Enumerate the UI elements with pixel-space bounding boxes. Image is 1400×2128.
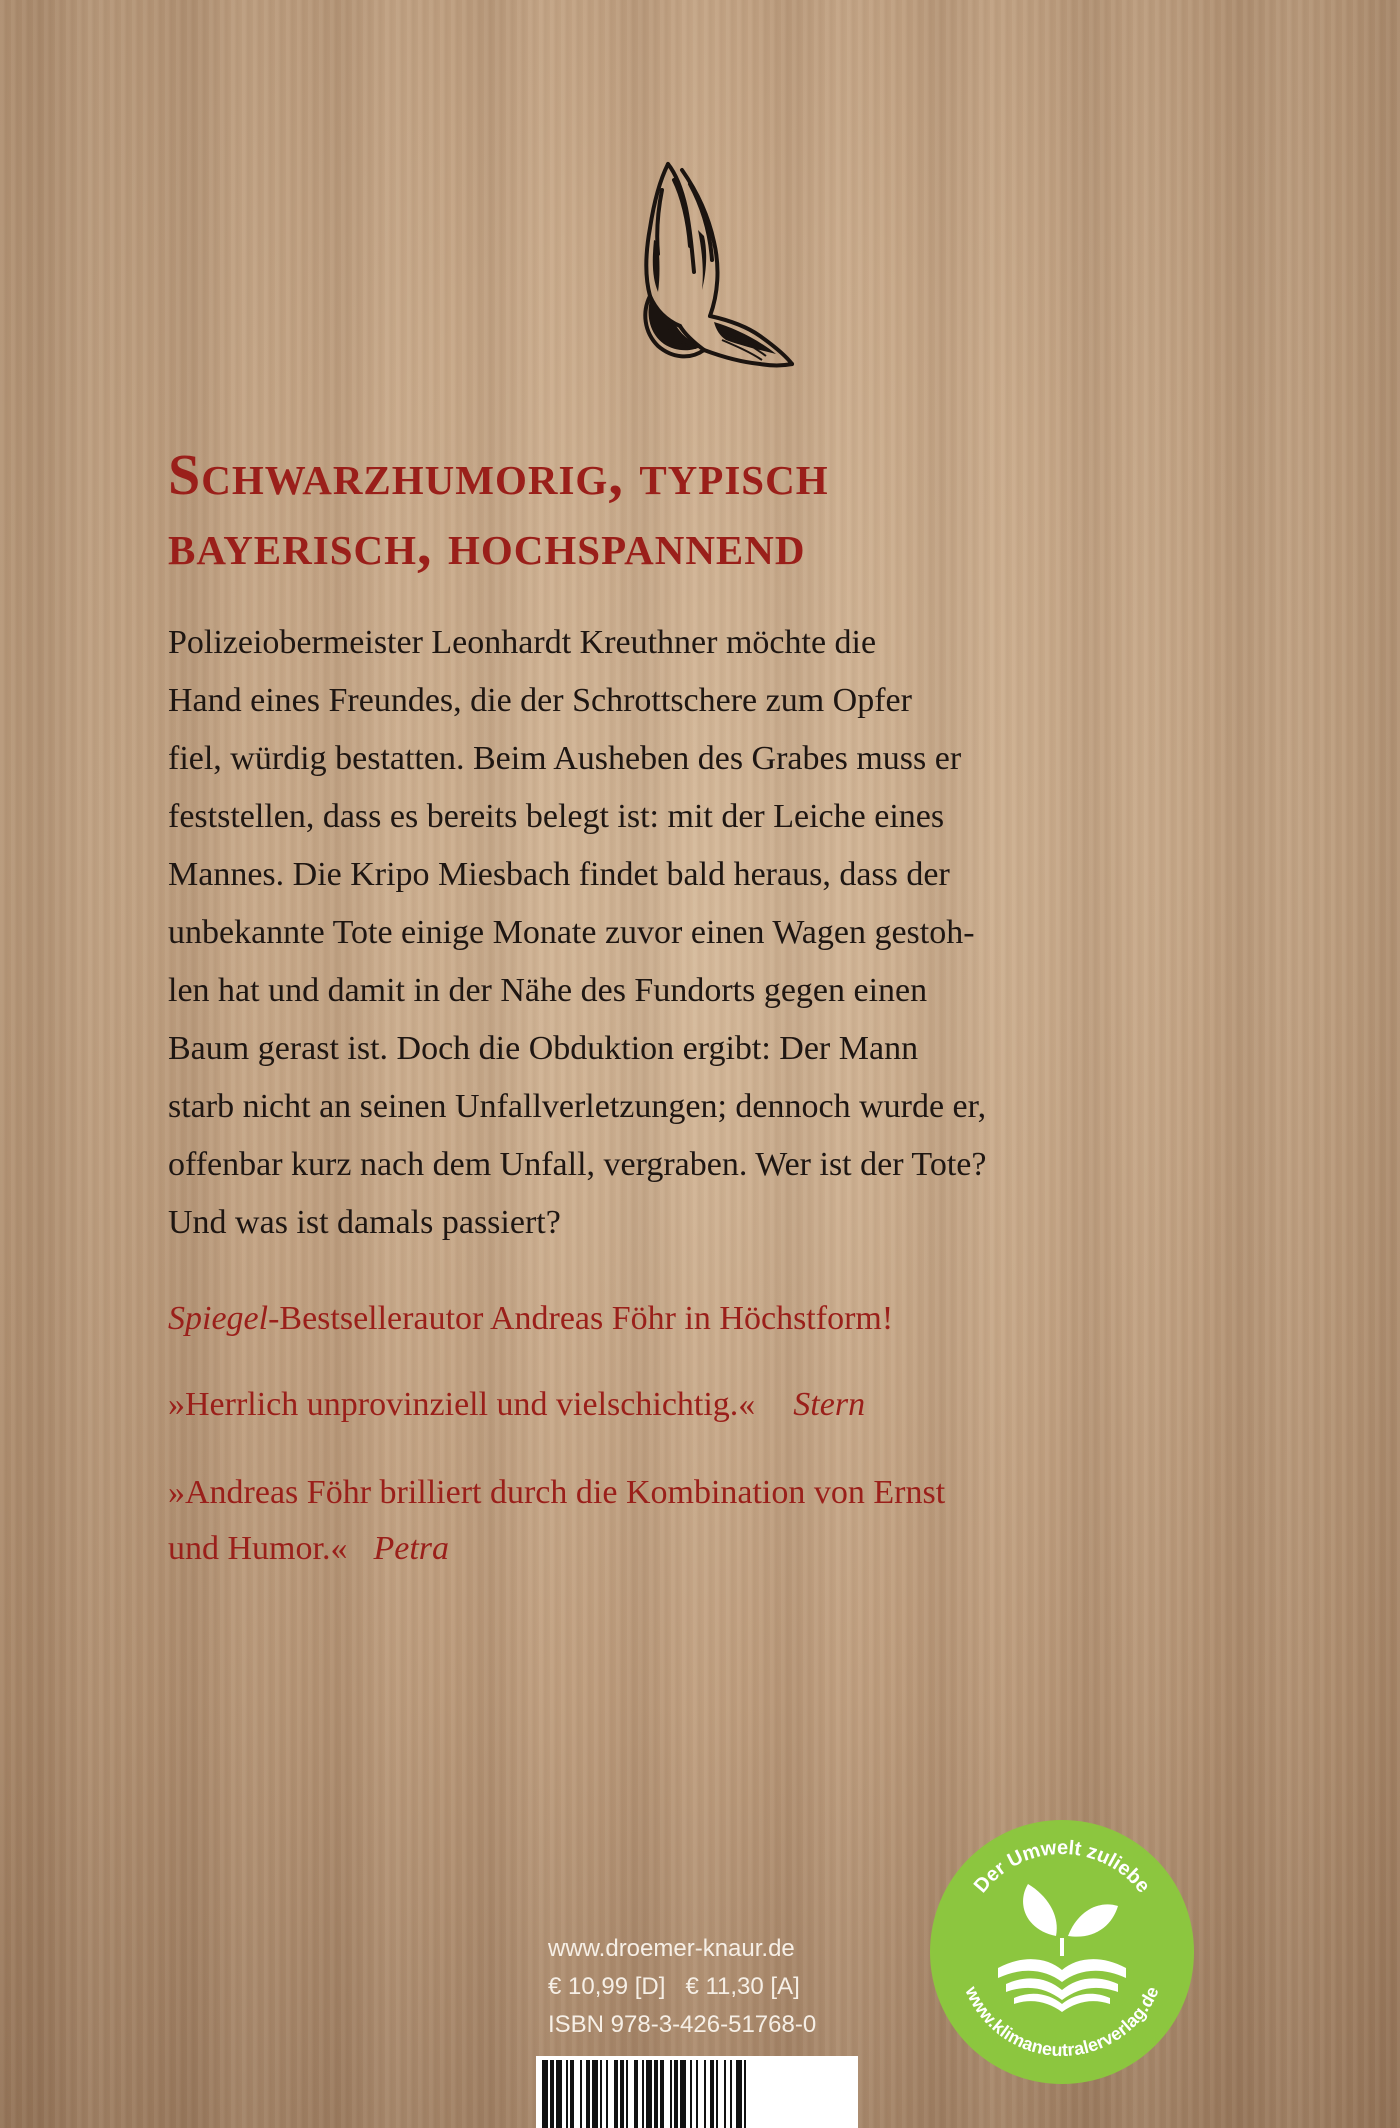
review-quote-text: »Herrlich unprovinziell und vielschichtig.« xyxy=(168,1386,756,1423)
blurb-line: starb nicht an seinen Unfallverletzungen; dennoch wurde er, xyxy=(168,1088,987,1125)
barcode xyxy=(536,2056,858,2128)
barcode-bar xyxy=(670,2060,672,2128)
publisher-info xyxy=(548,1930,868,2044)
tagline xyxy=(168,1291,893,1347)
blurb-line: Baum gerast ist. Doch die Obduktion ergibt: Der Mann xyxy=(168,1030,919,1067)
barcode-bar xyxy=(660,2060,664,2128)
review-quote xyxy=(168,1465,1248,1577)
barcode-bar xyxy=(730,2060,732,2128)
barcode-bar xyxy=(642,2060,644,2128)
blurb-line: feststellen, dass es bereits belegt ist: mit der Leiche eines xyxy=(168,798,945,835)
barcode-bar xyxy=(680,2060,686,2128)
barcode-bar xyxy=(556,2060,562,2128)
barcode-bar xyxy=(580,2060,582,2128)
barcode-bar xyxy=(654,2060,658,2128)
barcode-bar xyxy=(592,2060,598,2128)
barcode-bar xyxy=(724,2060,726,2128)
barcode-bar xyxy=(696,2060,698,2128)
barcode-bar xyxy=(586,2060,590,2128)
headline xyxy=(168,440,1248,580)
barcode-bar xyxy=(674,2060,678,2128)
headline-line: bayerisch, hochspannend xyxy=(168,512,806,577)
barcode-bar xyxy=(542,2060,548,2128)
review-source: Stern xyxy=(793,1386,866,1423)
price-de: € 10,99 [D] xyxy=(548,1973,666,2000)
eco-badge xyxy=(928,1818,1196,2086)
tagline-text: -Bestsellerautor Andreas Föhr in Höchstform! xyxy=(268,1300,894,1337)
price-line xyxy=(548,1968,868,2006)
barcode-bar xyxy=(600,2060,602,2128)
barcode-bar xyxy=(634,2060,638,2128)
blurb-line: Und was ist damals passiert? xyxy=(168,1204,561,1241)
badge-top-text: Der Umwelt zuliebe xyxy=(969,1836,1155,1898)
badge-bottom-text: www.klimaneutralerverlag.de xyxy=(961,1983,1163,2061)
price-at: € 11,30 [A] xyxy=(685,1973,800,2000)
barcode-bar xyxy=(710,2060,714,2128)
blurb-line: unbekannte Tote einige Monate zuvor einen Wagen gestoh- xyxy=(168,914,975,951)
headline-line: Schwarzhumorig, typisch xyxy=(168,442,829,507)
praying-hands-icon xyxy=(610,150,800,370)
review-quote-text: und Humor.« xyxy=(168,1530,348,1567)
barcode-bar xyxy=(646,2060,652,2128)
barcode-bar xyxy=(704,2060,706,2128)
blurb-line: offenbar kurz nach dem Unfall, vergraben. Wer ist der Tote? xyxy=(168,1146,987,1183)
publisher-url[interactable]: www.droemer-knaur.de xyxy=(548,1935,795,1962)
tagline-magazine: Spiegel xyxy=(168,1300,269,1337)
barcode-bar xyxy=(690,2060,692,2128)
barcode-bar xyxy=(716,2060,718,2128)
barcode-bar xyxy=(550,2060,554,2128)
review-quote xyxy=(168,1377,865,1433)
barcode-bar xyxy=(626,2060,628,2128)
barcode-bar xyxy=(606,2060,608,2128)
barcode-bar xyxy=(614,2060,618,2128)
blurb-line: Polizeiobermeister Leonhardt Kreuthner möchte die xyxy=(168,624,877,661)
blurb-line: fiel, würdig bestatten. Beim Ausheben des Grabes muss er xyxy=(168,740,962,777)
blurb-line: Hand eines Freundes, die der Schrottschere zum Opfer xyxy=(168,682,912,719)
barcode-bar xyxy=(744,2060,746,2128)
blurb-line: len hat und damit in der Nähe des Fundorts gegen einen xyxy=(168,972,928,1009)
review-source: Petra xyxy=(373,1530,449,1567)
blurb-text xyxy=(168,614,1228,1252)
blurb-line: Mannes. Die Kripo Miesbach findet bald heraus, dass der xyxy=(168,856,950,893)
barcode-bar xyxy=(570,2060,574,2128)
isbn: ISBN 978-3-426-51768-0 xyxy=(548,2011,817,2038)
barcode-bar xyxy=(566,2060,568,2128)
barcode-bar xyxy=(736,2060,742,2128)
review-quote-line xyxy=(168,1521,1248,1577)
barcode-bar xyxy=(620,2060,624,2128)
review-quote-text: »Andreas Föhr brilliert durch die Kombination von Ernst xyxy=(168,1474,946,1511)
